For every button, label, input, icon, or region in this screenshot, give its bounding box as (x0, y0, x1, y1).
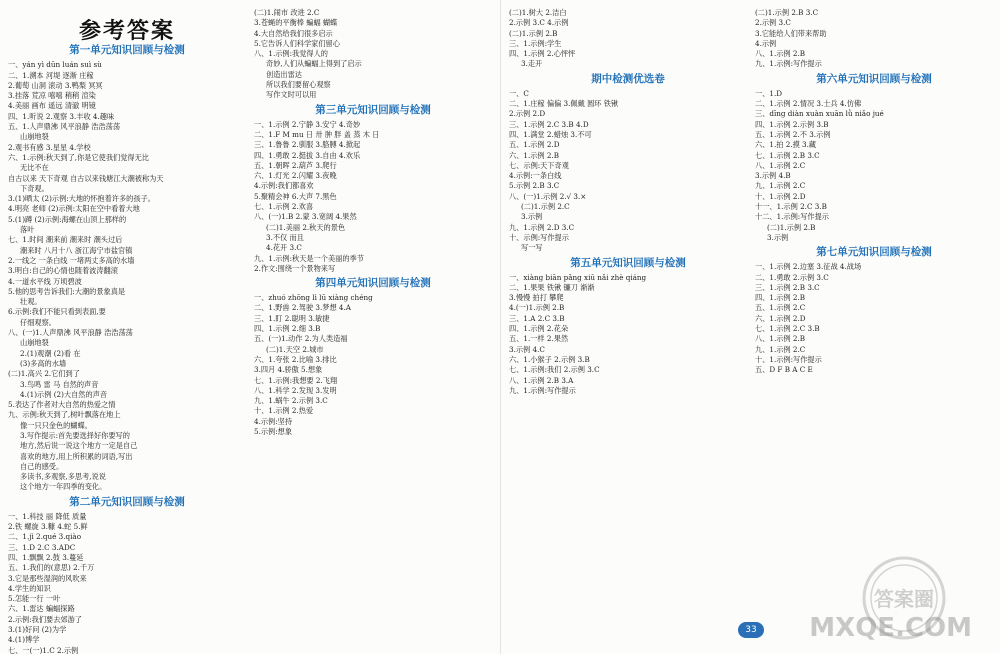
answer-line: 七、1.示例:我们 2.示例 3.C (509, 365, 600, 375)
answer-line: 2.示例 3.C 4.示例 (509, 18, 569, 28)
answer-line: 5.示例 2.B 3.C (509, 181, 560, 191)
answer-line: (二)1.示例 2.B (509, 28, 558, 38)
answer-line: 3.鸟鸣 雷 马 自然的声音 (20, 379, 99, 389)
answer-line: 3.写作提示:首先要选择好你要写的 (20, 430, 130, 440)
answer-line: 3.(1)好问 (2)为学 (8, 625, 67, 635)
answer-line: 八、1.示例 2.B (755, 334, 806, 344)
answer-line: 2.作文:围绕一个景物来写 (254, 263, 336, 273)
answer-line: 五、1.一样 2.果然 (509, 334, 569, 344)
answer-line: 五、D F B A C E (755, 365, 813, 375)
answer-line: 三、1.鲁鲁 2.驯服 3.胳膊 4.掀起 (254, 140, 361, 150)
section-title: 第一单元知识回顾与检测 (69, 44, 185, 57)
answer-line: 十、1.示例 2.热爱 (254, 406, 314, 416)
answer-line: 4.(1)示例 (2)大自然的声音 (20, 389, 108, 399)
answer-line: 3.示例 (767, 232, 789, 242)
answer-line: 九、1.示例:写作提示 (509, 385, 576, 395)
answer-line: 4.(一)1.示例 2.B (509, 303, 565, 313)
answer-line: 5.他的思考告诉我们:大潮的景象真是 (8, 286, 126, 296)
left-page (0, 0, 500, 654)
answer-line: 九、1.示例 2.C (755, 344, 806, 354)
answer-line: 八、1.示例 2.C (755, 160, 806, 170)
answer-line: 一、zhuó zhōng lì lū xiàng chéng (254, 293, 373, 303)
answer-line: 八、1.示例 2.B 3.A (509, 375, 574, 385)
answer-line: 七、一(一)1.C 2.示例 (8, 645, 79, 655)
answer-line: 2.示例 2.D (509, 109, 546, 119)
answer-line: 八、1.示例 2.B (755, 49, 806, 59)
answer-line: 3.明白:自己的心情也随着波涛翻滚 (8, 266, 118, 276)
answer-line: 5.怎能一行 一叶 (8, 594, 61, 604)
answer-line: 五、1.示例 2.C (755, 303, 806, 313)
stamp-text: 答案圈 (874, 587, 934, 611)
column-3 (509, 8, 747, 396)
answer-list (755, 89, 993, 243)
answer-line: 4.(1)博学 (8, 635, 40, 645)
answer-line: 5.示例:想象 (254, 426, 293, 436)
answer-line: (二)1.树大 2.洁白 (509, 8, 567, 17)
section-title: 期中检测优选卷 (591, 72, 665, 85)
section-title: 第六单元知识回顾与检测 (816, 72, 932, 85)
answer-line: (二)1.示例 2.B (767, 222, 816, 232)
answer-line: 六、1.小猴子 2.示例 3.B (509, 354, 590, 364)
answer-line: 三、1.示例 2.B 3.C (755, 282, 820, 292)
answer-line: 三、1.D 2.C 3.ADC (8, 542, 76, 552)
answer-line: 二、1.jì 2.qué 3.qiào (8, 532, 82, 542)
answer-line: 3.慢慢 拍打 攀爬 (509, 293, 564, 303)
answer-line: (二)1.美丽 2.秋天的景色 (266, 222, 346, 232)
answer-line: 六、1.示例 2.D (755, 313, 806, 323)
answer-line: 六、1.示例 2.B (509, 150, 560, 160)
answer-line: 3.挂落 荒凉 嘻嘻 稍稍 渲染 (8, 91, 96, 101)
answer-line: 3.示例 (521, 212, 543, 222)
answer-line: 七、1.示例 2.C 3.B (755, 324, 820, 334)
column-4 (755, 8, 993, 376)
answer-line: 五、1.我们的(意思) 2.千万 (8, 563, 95, 573)
answer-line: 3.示例 4.B (755, 171, 791, 181)
answer-line: 5.表达了作者对大自然的热爱之情 (8, 400, 116, 410)
answer-line: 3.苍蝇的平衡棒 蝙蝠 蝴蝶 (254, 18, 338, 28)
answer-line: 八、1.科学 2.发现 3.发明 (254, 385, 337, 395)
column-1 (8, 8, 246, 656)
answer-line: 五、1.朝晖 2.葫芦 3.爬行 (254, 160, 337, 170)
answer-line: 三、1.盯 2.聪明 3.敏捷 (254, 313, 330, 323)
answer-line: 所以我们要留心观察 (266, 80, 331, 90)
answer-line: 一、1.示例 2.宁静 3.安宁 4.奇妙 (254, 119, 361, 129)
answer-line: (二)1.高兴 2.它们到了 (8, 369, 80, 379)
answer-line: 七、示例:天下奇观 (509, 160, 569, 170)
answer-line: 3.它是那些湿润的风吹来 (8, 573, 87, 583)
answer-line: 5.(1)蹲 (2)示例:海螺在山顶上那样的 (8, 214, 127, 224)
section-title: 第七单元知识回顾与检测 (816, 246, 932, 259)
answer-line: 十、1.示例 2.D (755, 191, 806, 201)
answer-line: 五、1.人声鼎沸 风平浪静 浩浩荡荡 (8, 122, 121, 132)
answer-line: 十一、1.示例 2.C 3.B (755, 202, 827, 212)
answer-line: 2.葡萄 山洞 滚动 3.鸭梨 冥冥 (8, 80, 103, 90)
page-title: 参考答案 (78, 18, 175, 44)
answer-line: 写作文时可以用 (266, 90, 317, 100)
answer-line: 四、1.勇敢 2.挺拔 3.自由 4.欢乐 (254, 150, 361, 160)
watermark-text: MXQE.COM (809, 613, 972, 643)
answer-line: 4.一道水平线 万顷碧波 (8, 276, 82, 286)
answer-line: 一、yán yì dūn luán suì sù (8, 60, 102, 70)
answer-line: 四、1.示例 2.心怦怦 (509, 49, 576, 59)
answer-line: (3)多高的水墙 (20, 358, 67, 368)
answer-line: 2.示例:我们要去郊游了 (8, 614, 82, 624)
column-2 (254, 8, 492, 437)
answer-line: 六、1.示例:秋天到了,你是它使我们觉得无比 (8, 152, 149, 162)
answer-line: 3.走开 (521, 59, 543, 69)
answer-line: 2.铁 螺旋 3.糠 4.蛇 5.鲜 (8, 522, 88, 532)
answer-line: 九、1.示例 2.D 3.C (509, 222, 575, 232)
answer-line: 像一只只金色的蝴蝶。 (20, 420, 92, 430)
answer-line: 二、1.F M mu 日 卅 肿 胖 盖 蒸 木 日 (254, 129, 380, 139)
answer-line: 二、1.溯本 河堤 逐渐 庄稼 (8, 70, 94, 80)
answer-line: 七、1.时间 潮来前 潮来时 潮头过后 (8, 235, 123, 245)
answer-line: 下奇观。 (20, 183, 49, 193)
answer-line: 4.学生的知识 (8, 583, 51, 593)
answer-line: 壮观。 (20, 297, 42, 307)
answer-line: 一、C (509, 88, 529, 98)
answer-line: 四、1.飘飘 2.鼓 3.蔓延 (8, 552, 84, 562)
answer-line: 三、1.示例:学生 (509, 38, 562, 48)
answer-list (254, 293, 492, 437)
answer-line: 二、1.勇敢 2.示例 3.C (755, 272, 829, 282)
answer-line: 六、1.雷达 蝙蝠探路 (8, 604, 75, 614)
answer-line: 七、1.示例 2.B 3.C (755, 150, 820, 160)
answer-line: 六、1.灯光 2.闪耀 3.夜晚 (254, 171, 337, 181)
answer-line: 九、1.示例:写作提示 (755, 59, 822, 69)
answer-line: 多读书,多观察,多思考,说说 (20, 472, 106, 482)
answer-line: 九、示例:秋天到了,树叶飘落在地上 (8, 410, 121, 420)
answer-list (509, 89, 747, 254)
answer-line: 4.大自然给我们很多启示 (254, 28, 333, 38)
answer-line: 6.示例:我们不能只看到表面,要 (8, 307, 106, 317)
watermark-logo-icon (762, 576, 982, 646)
answer-line: 六、1.拍 2.摸 3.藏 (755, 140, 817, 150)
answer-line: 二、1.果果 铁锹 镰刀 渐渐 (509, 282, 595, 292)
answer-line: 四、1.示例 2.花朵 (509, 324, 569, 334)
answer-line: 二、1.庄稼 偏偏 3.佩戴 圆环 铁锹 (509, 99, 619, 109)
answer-line: 九、1.示例:秋天是一个美丽的季节 (254, 253, 364, 263)
answer-line: 八、1.示例:我觉得人的 (254, 49, 328, 59)
answer-line: 一、1.示例 2.边塞 3.征战 4.战场 (755, 262, 862, 272)
answer-line: 落叶 (20, 225, 35, 235)
answer-line: 四、1.听说 2.观察 3.丰收 4.趣味 (8, 111, 115, 121)
answer-line: 写一写 (521, 243, 543, 253)
answer-line: 七、1.示例 2.欢喜 (254, 202, 314, 212)
answer-line: 山崩地裂 (20, 338, 49, 348)
answer-line: 八、(一)1.B 2.蒙 3.宽阔 4.果然 (254, 212, 357, 222)
section-title: 第三单元知识回顾与检测 (315, 103, 431, 116)
answer-line: 3.不仅 而且 (266, 232, 304, 242)
answer-list (8, 512, 246, 656)
answer-line: 5.它告诉人们科学家们留心 (254, 38, 340, 48)
answer-list (509, 273, 747, 397)
section-title: 第五单元知识回顾与检测 (570, 256, 686, 269)
answer-line: 2.示例 3.C (755, 18, 791, 28)
answer-line: 4.花开 3.C (266, 243, 302, 253)
answer-line: 3.示例 4.C (509, 344, 545, 354)
answer-line: 十二、1.示例:写作提示 (755, 212, 829, 222)
answer-line: (二)1.示例 2.C (521, 202, 570, 212)
answer-line: 一、1.D (755, 88, 782, 98)
answer-line: 4.示例:我们都喜欢 (254, 181, 314, 191)
answer-line: 四、1.示例 2.示例 3.B (755, 119, 829, 129)
answer-list (254, 8, 492, 101)
answer-line: (二)1.天空 2.城市 (266, 344, 324, 354)
answer-line: 2.一线之 一条白线 一堵两丈多高的水墙 (8, 255, 135, 265)
answer-line: 3.四月 4.骄傲 5.想象 (254, 365, 323, 375)
answer-line: 七、1.示例:我想要 2.飞翔 (254, 375, 338, 385)
answer-line: (二)1.示例 2.B 3.C (755, 8, 819, 17)
answer-line: 五、1.示例 2.D (509, 140, 560, 150)
answer-line: 五、(一)1.动作 2.为人类造福 (254, 334, 348, 344)
answer-line: 四、1.示例 2.B (755, 293, 806, 303)
answer-line: 四、1.满堂 2.蜡烛 3.不可 (509, 129, 592, 139)
answer-list (755, 8, 993, 70)
answer-list (755, 262, 993, 375)
answer-line: 4.示例:一条白线 (509, 171, 562, 181)
answer-line: 三、1.A 2.C 3.B (509, 313, 565, 323)
answer-line: 潮来时 八月十八 浙江海宁市盐官镇 (20, 245, 133, 255)
answer-line: 十、示例:写作提示 (509, 232, 569, 242)
answer-line: 四、1.示例 2.细 3.B (254, 324, 321, 334)
answer-line: 4.示例 (755, 38, 777, 48)
answer-line: 5.聚精会神 6.大声 7.黑色 (254, 191, 337, 201)
answer-line: 2.(1)观潮 (2)看 在 (20, 348, 81, 358)
answer-line: 4.示例:坚持 (254, 416, 293, 426)
answer-line: 自古以来 天下奇观 自古以来钱塘江大潮被称为天 (8, 173, 164, 183)
answer-list (509, 8, 747, 70)
answer-list (254, 120, 492, 274)
answer-line: 无比不在 (20, 163, 49, 173)
page-number: 33 (738, 622, 764, 638)
answer-line: 二、1.示例 2.情况 3.士兵 4.仿佛 (755, 99, 862, 109)
answer-line: 二、1.野兽 2.驾驶 3.梦想 4.A (254, 303, 351, 313)
answer-line: 八、(一)1.人声鼎沸 风平浪静 浩浩荡荡 (8, 328, 133, 338)
answer-line: 十、1.示例:写作提示 (755, 354, 822, 364)
answer-line: 山崩地裂 (20, 132, 49, 142)
answer-line: 这个地方一年四季的变化。 (20, 482, 107, 492)
answer-line: 九、1.蜗牛 2.示例 3.C (254, 396, 328, 406)
answer-line: 3.它能给人们带来帮助 (755, 28, 827, 38)
answer-line: 3.(1)晒太 (2)示例:大地的怀抱着许多的孩子。 (8, 194, 155, 204)
answer-line: 八、(一)1.示例 2.√ 3.× (509, 191, 587, 201)
answer-line: 喜欢的地方,用上所积累的词语,写出 (20, 451, 133, 461)
answer-line: 奇妙,人们从蝙蝠上得到了启示 (266, 59, 362, 69)
answer-line: 六、1.夸张 2.比喻 3.排比 (254, 354, 337, 364)
section-title: 第四单元知识回顾与检测 (315, 277, 431, 290)
answer-line: 4.明亮 老师 (2)示例:太阳在空中看着大地 (8, 204, 140, 214)
answer-line: 4.美丽 画布 遥远 清澈 明镜 (8, 101, 96, 111)
answer-line: 一、1.科技 丽 降低 质量 (8, 511, 87, 521)
answer-line: 自己的感受。 (20, 461, 64, 471)
answer-line: 三、dīng diàn xuàn xuān lǜ niǎo jué (755, 109, 884, 119)
answer-line: 仔细观察。 (20, 317, 56, 327)
answer-line: 一、xiàng biān pǎng xiū nǎi zhè qiáng (509, 272, 647, 282)
section-title: 第二单元知识回顾与检测 (69, 495, 185, 508)
answer-line: 三、1.示例 2.C 3.B 4.D (509, 119, 589, 129)
answer-line: (二)1.闹市 改进 2.C (254, 8, 320, 17)
answer-line: 创造出雷达 (266, 69, 302, 79)
answer-line: 五、1.示例 2.不 3.示例 (755, 129, 831, 139)
answer-line: 地方,然后说一说这个地方一定是自己 (20, 441, 138, 451)
answer-list (8, 60, 246, 492)
answer-line: 九、1.示例 2.C (755, 181, 806, 191)
answer-line: 2.观书有感 3.星星 4.学校 (8, 142, 91, 152)
